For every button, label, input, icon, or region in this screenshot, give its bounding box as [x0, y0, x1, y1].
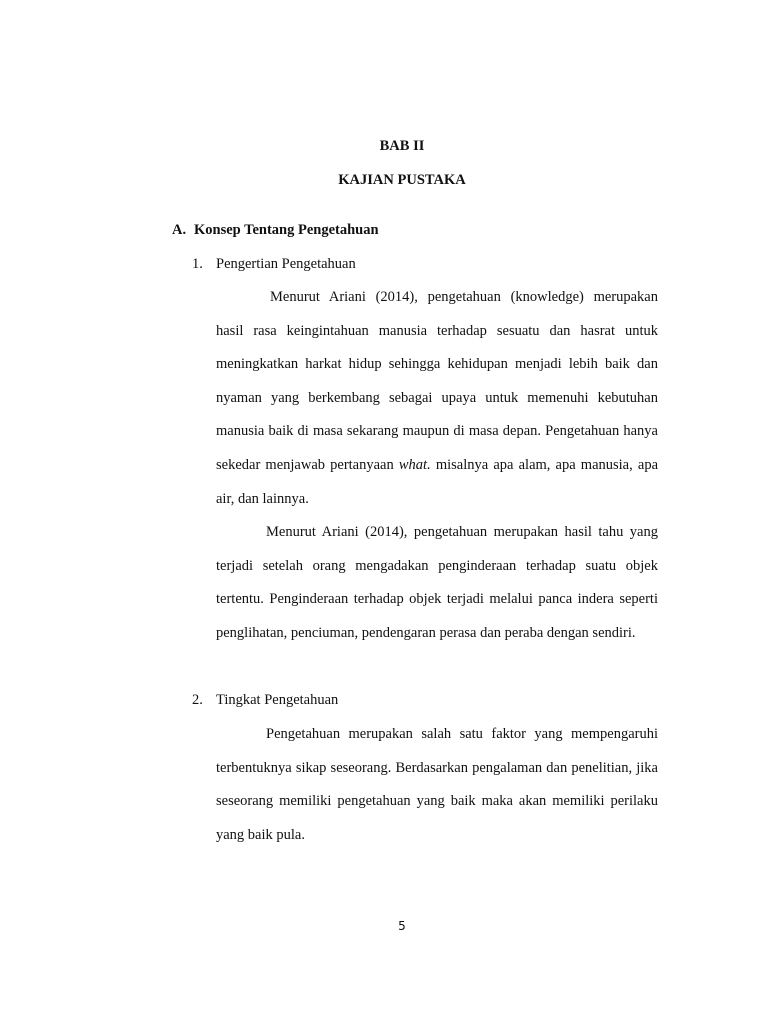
- chapter-number: BAB II: [379, 138, 425, 154]
- subsection-heading-2: [192, 692, 338, 709]
- subsection-title: Tingkat Pengetahuan: [216, 692, 339, 708]
- page-number: 5: [398, 919, 406, 933]
- chapter-title: KAJIAN PUSTAKA: [338, 172, 466, 188]
- emphasis-what: what.: [398, 456, 431, 473]
- subsection-heading-1: [192, 256, 356, 273]
- paragraph-pengertian-2: Menurut Ariani (2014), pengetahuan merupakan hasil tahu yang terjadi setelah orang mengadakan penginderaan terhadap suatu objek tertentu. Penginderaan terhadap objek terjadi melalui panca indera seperti penglihatan, penciuman, pendengaran perasa dan peraba dengan sendiri.: [216, 524, 658, 641]
- paragraph-tingkat-1: Pengetahuan merupakan salah satu faktor yang mempengaruhi terbentuknya sikap seseorang. Berdasarkan pengalaman dan penelitian, jika seseorang memiliki pengetahuan yang baik maka akan memiliki perilaku yang baik pula.: [216, 726, 658, 843]
- subsection-marker: 1.: [192, 256, 203, 272]
- section-title: Konsep Tentang Pengetahuan: [194, 222, 379, 238]
- subsection-title: Pengertian Pengetahuan: [216, 256, 356, 272]
- paragraph-text: Menurut Ariani (2014), pengetahuan (knowledge) merupakan hasil rasa keingintahuan manusia terhadap sesuatu dan hasrat untuk meningkatkan harkat hidup sehingga kehidupan menjadi lebih baik dan nyaman yang berkembang sebagai upaya untuk memenuhi kebutuhan manusia baik di masa sekarang maupun di masa depan. Pengetahuan hanya sekedar menjawab pertanyaan: [216, 289, 658, 473]
- paragraph-pengertian-1: [216, 281, 658, 516]
- section-heading: [172, 222, 379, 239]
- subsection-marker: 2.: [192, 692, 203, 708]
- section-marker: A.: [172, 222, 187, 238]
- paragraph-text: misalnya apa alam, apa manusia, apa air, dan lainnya.: [216, 456, 659, 507]
